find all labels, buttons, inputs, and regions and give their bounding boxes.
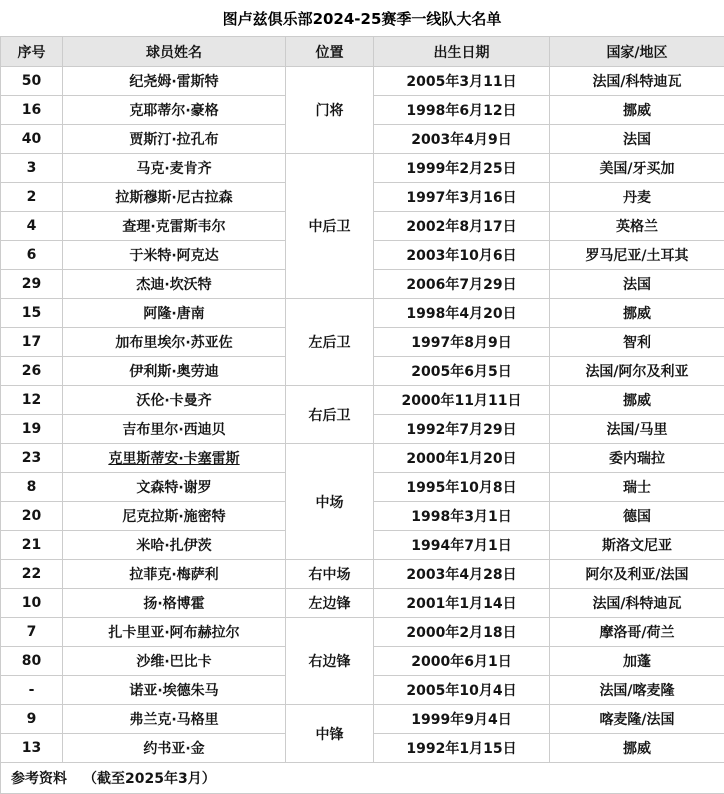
player-number: 26 (1, 357, 63, 386)
player-birthdate: 1999年2月25日 (374, 154, 550, 183)
table-row (1, 705, 724, 734)
player-name: 伊利斯·奥劳迪 (63, 357, 286, 386)
player-country: 美国/牙买加 (550, 154, 724, 183)
player-birthdate: 1998年6月12日 (374, 96, 550, 125)
table-row (1, 618, 724, 647)
table-row (1, 444, 724, 473)
position-cell: 右后卫 (286, 386, 374, 444)
player-name: 于米特·阿克达 (63, 241, 286, 270)
player-number: 8 (1, 473, 63, 502)
player-country: 法国/科特迪瓦 (550, 67, 724, 96)
player-country: 挪威 (550, 96, 724, 125)
player-country: 法国/马里 (550, 415, 724, 444)
player-number: 40 (1, 125, 63, 154)
player-country: 英格兰 (550, 212, 724, 241)
header-position: 位置 (286, 37, 374, 67)
table-row (1, 560, 724, 589)
position-cell: 门将 (286, 67, 374, 154)
player-birthdate: 2000年1月20日 (374, 444, 550, 473)
player-number: 3 (1, 154, 63, 183)
player-birthdate: 2006年7月29日 (374, 270, 550, 299)
player-name: 扬·格博霍 (63, 589, 286, 618)
position-cell: 中场 (286, 444, 374, 560)
player-country: 法国 (550, 125, 724, 154)
player-birthdate: 2000年6月1日 (374, 647, 550, 676)
player-number: 80 (1, 647, 63, 676)
player-name: 贾斯汀·拉孔布 (63, 125, 286, 154)
player-country: 瑞士 (550, 473, 724, 502)
player-country: 摩洛哥/荷兰 (550, 618, 724, 647)
player-name: 拉菲克·梅萨利 (63, 560, 286, 589)
player-birthdate: 2003年4月9日 (374, 125, 550, 154)
table-row (1, 589, 724, 618)
table-row (1, 299, 724, 328)
player-number: 7 (1, 618, 63, 647)
player-birthdate: 2005年10月4日 (374, 676, 550, 705)
position-cell: 右中场 (286, 560, 374, 589)
header-player-name: 球员姓名 (63, 37, 286, 67)
player-birthdate: 1997年3月16日 (374, 183, 550, 212)
player-name: 沃伦·卡曼齐 (63, 386, 286, 415)
player-number: 29 (1, 270, 63, 299)
player-country: 加蓬 (550, 647, 724, 676)
position-cell: 左边锋 (286, 589, 374, 618)
player-birthdate: 1998年4月20日 (374, 299, 550, 328)
position-cell: 中后卫 (286, 154, 374, 299)
header-birthdate: 出生日期 (374, 37, 550, 67)
player-country: 法国 (550, 270, 724, 299)
player-birthdate: 2003年10月6日 (374, 241, 550, 270)
player-country: 喀麦隆/法国 (550, 705, 724, 734)
position-cell: 中锋 (286, 705, 374, 763)
player-birthdate: 2000年2月18日 (374, 618, 550, 647)
player-birthdate: 2003年4月28日 (374, 560, 550, 589)
player-country: 法国/科特迪瓦 (550, 589, 724, 618)
player-country: 挪威 (550, 386, 724, 415)
player-number: 12 (1, 386, 63, 415)
player-name: 纪尧姆·雷斯特 (63, 67, 286, 96)
player-country: 挪威 (550, 734, 724, 763)
player-birthdate: 1999年9月4日 (374, 705, 550, 734)
player-number: 19 (1, 415, 63, 444)
player-number: 6 (1, 241, 63, 270)
player-name: 尼克拉斯·施密特 (63, 502, 286, 531)
player-birthdate: 2001年1月14日 (374, 589, 550, 618)
player-country: 罗马尼亚/土耳其 (550, 241, 724, 270)
player-name: 吉布里尔·西迪贝 (63, 415, 286, 444)
player-number: 23 (1, 444, 63, 473)
reference-note: （截至2025年3月） (83, 771, 216, 787)
player-number: 4 (1, 212, 63, 241)
player-name: 查理·克雷斯韦尔 (63, 212, 286, 241)
player-name: 约书亚·金 (63, 734, 286, 763)
position-cell: 左后卫 (286, 299, 374, 386)
player-name: 马克·麦肯齐 (63, 154, 286, 183)
player-number: 2 (1, 183, 63, 212)
player-number: 13 (1, 734, 63, 763)
table-row (1, 67, 724, 96)
player-country: 法国/阿尔及利亚 (550, 357, 724, 386)
header-number: 序号 (1, 37, 63, 67)
player-country: 挪威 (550, 299, 724, 328)
player-name-link[interactable]: 克里斯蒂安·卡塞雷斯 (108, 451, 239, 467)
player-birthdate: 1995年10月8日 (374, 473, 550, 502)
player-number: 16 (1, 96, 63, 125)
player-name: 扎卡里亚·阿布赫拉尔 (63, 618, 286, 647)
player-birthdate: 2005年6月5日 (374, 357, 550, 386)
player-birthdate: 1992年7月29日 (374, 415, 550, 444)
player-country: 委内瑞拉 (550, 444, 724, 473)
player-birthdate: 1998年3月1日 (374, 502, 550, 531)
player-birthdate: 1997年8月9日 (374, 328, 550, 357)
reference-row (1, 763, 724, 794)
player-name: 拉斯穆斯·尼古拉森 (63, 183, 286, 212)
player-name: 米哈·扎伊茨 (63, 531, 286, 560)
player-number: 15 (1, 299, 63, 328)
player-country: 斯洛文尼亚 (550, 531, 724, 560)
player-country: 丹麦 (550, 183, 724, 212)
player-birthdate: 2005年3月11日 (374, 67, 550, 96)
player-name: 杰迪·坎沃特 (63, 270, 286, 299)
player-birthdate: 1992年1月15日 (374, 734, 550, 763)
position-cell: 右边锋 (286, 618, 374, 705)
player-country: 德国 (550, 502, 724, 531)
page-title: 图卢兹俱乐部2024-25赛季一线队大名单 (0, 0, 724, 36)
player-name: 加布里埃尔·苏亚佐 (63, 328, 286, 357)
header-row (1, 37, 724, 67)
player-country: 法国/喀麦隆 (550, 676, 724, 705)
player-birthdate: 1994年7月1日 (374, 531, 550, 560)
player-name: 克耶蒂尔·豪格 (63, 96, 286, 125)
table-row (1, 154, 724, 183)
reference-label: 参考资料 (11, 771, 67, 787)
player-country: 阿尔及利亚/法国 (550, 560, 724, 589)
player-birthdate: 2000年11月11日 (374, 386, 550, 415)
player-country: 智利 (550, 328, 724, 357)
player-name: 阿隆·唐南 (63, 299, 286, 328)
player-name: 文森特·谢罗 (63, 473, 286, 502)
player-number: - (1, 676, 63, 705)
player-name: 诺亚·埃德朱马 (63, 676, 286, 705)
player-number: 10 (1, 589, 63, 618)
player-number: 17 (1, 328, 63, 357)
reference-cell (1, 763, 724, 794)
player-name-cell (63, 444, 286, 473)
player-number: 21 (1, 531, 63, 560)
header-country: 国家/地区 (550, 37, 724, 67)
player-number: 9 (1, 705, 63, 734)
player-number: 50 (1, 67, 63, 96)
player-number: 22 (1, 560, 63, 589)
player-name: 沙维·巴比卡 (63, 647, 286, 676)
player-birthdate: 2002年8月17日 (374, 212, 550, 241)
table-row (1, 386, 724, 415)
player-name: 弗兰克·马格里 (63, 705, 286, 734)
squad-table (0, 36, 724, 794)
player-number: 20 (1, 502, 63, 531)
